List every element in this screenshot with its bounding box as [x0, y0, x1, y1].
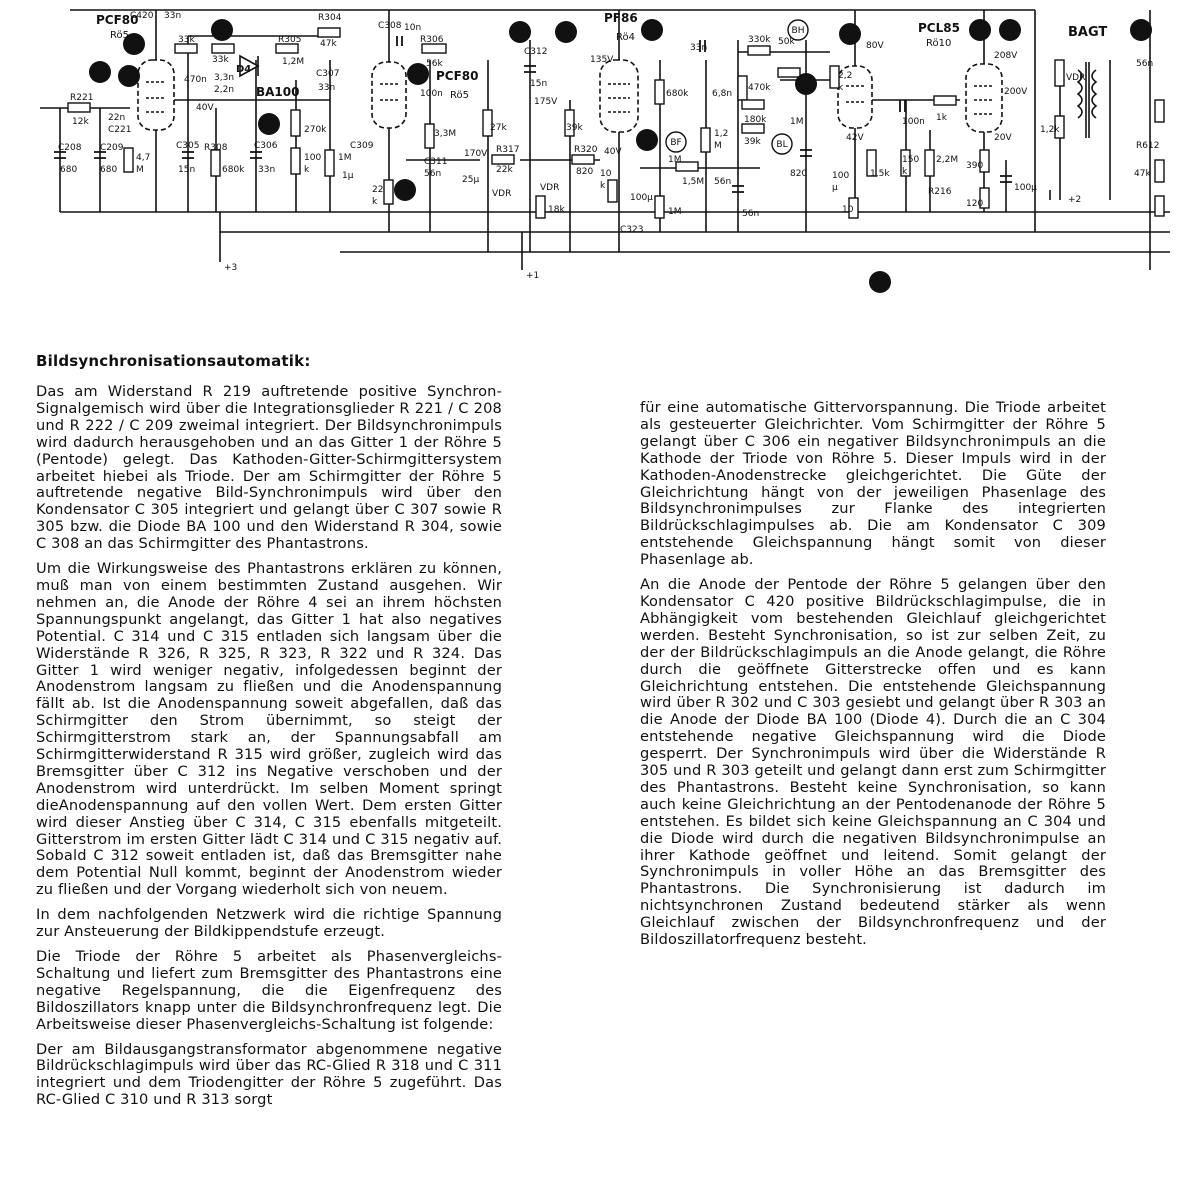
marker-25: 25 — [639, 134, 655, 147]
svg-text:39k: 39k — [566, 123, 583, 133]
svg-text:C323: C323 — [620, 225, 644, 235]
svg-text:C306: C306 — [254, 141, 278, 151]
svg-text:12k: 12k — [72, 117, 89, 127]
svg-text:15n: 15n — [178, 165, 196, 175]
svg-text:680: 680 — [100, 165, 118, 175]
svg-text:1,5k: 1,5k — [870, 169, 890, 179]
svg-text:C307: C307 — [316, 69, 340, 79]
svg-text:40V: 40V — [196, 103, 214, 113]
svg-text:1M: 1M — [668, 155, 682, 165]
svg-text:1,2: 1,2 — [714, 129, 729, 139]
marker-24: 24 — [644, 24, 660, 37]
svg-text:680: 680 — [60, 165, 78, 175]
svg-text:R612: R612 — [1136, 141, 1160, 151]
svg-text:56n: 56n — [424, 169, 442, 179]
text-column-left — [36, 384, 502, 1117]
svg-text:R216: R216 — [928, 187, 952, 197]
paragraph: An die Anode der Pentode der Röhre 5 gelangen über den Kondensator C 420 positive Bildrückschlagimpulse, die in Abhängigkeit vom bestehenden Gleichlauf gleichgerichtet werden. Besteht Synchronisation, so ist zur selben Zeit, zu der der Bildrückschlagimpuls an die Anode gelangt, die Röhre durch die geöffnete Gitterstrecke offen und es kann Gleichrichtung entstehen. Die entstehende Gleichspannung wird über R 302 und C 303 gesiebt und gelangt über R 303 an die Anode der Diode BA 100 (Diode 4). Durch die an C 304 entstehende negative Gleichspannung wird die Diode gesperrt. Der Synchronimpuls wird über die Widerstände R 305 und R 303 geteilt und gelangt dann erst zum Schirmgitter des Phantastrons. Besteht keine Synchronisation, so kann auch keine Gleichrichtung an der Pentodenanode der Röhre 5 entstehen. Es bildet sich keine Gleichspannung an C 304 und die Diode wird durch die negativen Bildsynchronimpulse an ihrer Kathode geöffnet und leitend. Somit gelangt der Synchronimpuls in voller Höhe an das Bremsgitter des Phantastrons. Die Synchronisierung ist dadurch im nichtsynchronen Zustand bedeutend stärker als wenn Gleichlauf zwischen der Bildsynchronfrequenz und der Bildoszillatorfrequenz besteht. — [640, 576, 1106, 949]
svg-text:22n: 22n — [108, 113, 126, 123]
tube-label-pcl85: PCL85 — [918, 21, 960, 35]
svg-text:C312: C312 — [524, 47, 548, 57]
svg-text:C309: C309 — [350, 141, 374, 151]
svg-text:22k: 22k — [496, 165, 513, 175]
marker-20: 20 — [512, 26, 528, 39]
svg-text:R308: R308 — [204, 143, 228, 153]
svg-text:C208: C208 — [58, 143, 82, 153]
svg-text:k: k — [600, 181, 606, 191]
marker-23: 23 — [558, 26, 574, 39]
svg-text:33n: 33n — [318, 83, 336, 93]
svg-text:C305: C305 — [176, 141, 200, 151]
marker-31: 31 — [1133, 24, 1149, 37]
terminal-plus2: +2 — [1068, 195, 1082, 205]
svg-text:208V: 208V — [994, 51, 1018, 61]
svg-text:33k: 33k — [178, 35, 195, 45]
tube-ref-ro4: Rö4 — [616, 32, 635, 43]
marker-bf: BF — [670, 138, 682, 148]
svg-text:18k: 18k — [548, 205, 565, 215]
svg-text:100n: 100n — [420, 89, 443, 99]
marker-30: 30 — [1002, 24, 1018, 37]
svg-text:100n: 100n — [902, 117, 925, 127]
svg-text:2,2: 2,2 — [838, 71, 853, 81]
tube-ref-ro5-a: Rö5 — [110, 30, 129, 41]
svg-text:180k: 180k — [744, 115, 767, 125]
svg-text:C209: C209 — [100, 143, 124, 153]
svg-text:56n: 56n — [714, 177, 732, 187]
svg-text:33k: 33k — [212, 55, 229, 65]
section-heading: Bildsynchronisationsautomatik: — [36, 352, 311, 370]
marker-bh: BH — [791, 26, 805, 36]
svg-text:1,5M: 1,5M — [682, 177, 705, 187]
paragraph: Das am Widerstand R 219 auftretende positive Synchron-Signalgemisch wird über die Integrationsglieder R 221 / C 208 und R 222 / C 209 zweimal integriert. Der Bildsynchronimpuls wird dadurch herausgehoben und an das Gitter 1 der Röhre 5 (Pentode) gelegt. Das Kathoden-Gitter-Schirmgittersystem arbeitet hiebei als Triode. Der am Schirmgitter der Röhre 5 auftretende negative Bild-Synchronimpuls wird über den Kondensator C 305 integriert und gelangt über C 307 sowie R 305 bzw. die Diode BA 100 und den Widerstand R 304, sowie C 308 an das Schirmgitter des Phantastrons. — [36, 383, 502, 553]
diode-label: BA100 — [256, 85, 300, 99]
svg-text:27k: 27k — [490, 123, 507, 133]
svg-text:VDR: VDR — [540, 183, 560, 193]
marker-bl: BL — [776, 140, 788, 150]
svg-text:1M: 1M — [790, 117, 804, 127]
tube-ref-ro10: Rö10 — [926, 38, 952, 49]
marker-16: 16 — [121, 70, 137, 83]
svg-text:33n: 33n — [258, 165, 276, 175]
svg-text:390: 390 — [966, 161, 984, 171]
tube-label-pcf80-a: PCF80 — [96, 13, 139, 27]
svg-text:200V: 200V — [1004, 87, 1028, 97]
svg-text:1M: 1M — [338, 153, 352, 163]
svg-text:M: M — [136, 165, 144, 175]
marker-27: 27 — [842, 28, 858, 41]
svg-text:100: 100 — [832, 171, 850, 181]
svg-text:1,2M: 1,2M — [282, 57, 305, 67]
paragraph: Der am Bildausgangstransformator abgenommene negative Bildrückschlagimpuls wird über das RC-Glied R 318 und C 311 integriert und dem Triodengitter der Röhre 5 zugeführt. Das RC-Glied C 310 und R 313 sorgt — [36, 1040, 502, 1109]
paragraph: Die Triode der Röhre 5 arbeitet als Phasenvergleichs-Schaltung und liefert zum Bremsgitter des Phantastrons eine negative Regelspannung, die die Eigenfrequenz des Bildoszillators knapp unter die Bildsynchronfrequenz legt. Die Arbeitsweise dieser Phasenvergleichs-Schaltung ist folgende: — [36, 948, 502, 1033]
svg-text:C308: C308 — [378, 21, 402, 31]
svg-text:R320: R320 — [574, 145, 598, 155]
svg-text:2,2n: 2,2n — [214, 85, 235, 95]
svg-text:VDR: VDR — [1066, 73, 1086, 83]
svg-text:C221: C221 — [108, 125, 132, 135]
svg-text:50k: 50k — [778, 37, 795, 47]
svg-text:100µ: 100µ — [630, 193, 653, 203]
svg-text:47k: 47k — [1134, 169, 1151, 179]
tube-label-pcf80-b: PCF80 — [436, 69, 479, 83]
svg-text:470n: 470n — [184, 75, 207, 85]
marker-28: 28 — [872, 276, 888, 289]
marker-19: 19 — [261, 118, 277, 131]
paragraph: Um die Wirkungsweise des Phantastrons erklären zu können, muß man von einem bestimmten Zustand ausgehen. Wir nehmen an, die Anode der Röhre 4 sei an ihrem höchsten Spannungspunkt angelangt, das Gitter 1 hat also negatives Potential. C 314 und C 315 entladen sich langsam über die Widerstände R 326, R 325, R 323, R 322 und R 324. Das Gitter 1 wird weniger negativ, infolgedessen beginnt der Anodenstrom langsam zu fließen und die Anodenspannung fällt ab. Ist die Anodenspannung soweit abgefallen, daß das Schirmgitter den Strom übernimmt, so steigt der Schirmgitterstrom stark an, der Spannungsabfall am Schirmgitterwiderstand R 315 wird größer, zugleich wird das Bremsgitter über C 312 ins Negative verschoben und der Anodenstrom wird unterdrückt. Im selben Moment springt dieAnodenspannung auf den vollen Wert. Dem ersten Gitter wird dieser Anstieg über C 314, C 315 ebenfalls mitgeteilt. Gitterstrom im ersten Gitter lädt C 314 und C 315 negativ auf. Sobald C 312 soweit entladen ist, daß das Bremsgitter nahe dem Potential Null kommt, beginnt der Anodenstrom wieder zu fließen und der Vorgang wiederholt sich von neuem. — [36, 560, 502, 899]
svg-text:150: 150 — [902, 155, 920, 165]
svg-text:1M: 1M — [668, 207, 682, 217]
terminal-plus1: +1 — [526, 271, 540, 281]
transformer-label: BAGT — [1068, 25, 1108, 40]
diode-ref: D4 — [236, 64, 252, 75]
tube-ref-ro5-b: Rö5 — [450, 90, 469, 101]
tube-label-pf86: PF86 — [604, 11, 638, 25]
svg-text:2,2M: 2,2M — [936, 155, 959, 165]
svg-text:135V: 135V — [590, 55, 614, 65]
svg-text:170V: 170V — [464, 149, 488, 159]
svg-text:k: k — [902, 167, 908, 177]
svg-text:80V: 80V — [866, 41, 884, 51]
svg-text:47k: 47k — [320, 39, 337, 49]
marker-21: 21 — [410, 68, 426, 81]
svg-text:1µ: 1µ — [342, 171, 354, 181]
svg-text:1k: 1k — [936, 113, 947, 123]
marker-22: 22 — [397, 184, 413, 197]
svg-text:R317: R317 — [496, 145, 520, 155]
svg-text:470k: 470k — [748, 83, 771, 93]
svg-text:15n: 15n — [530, 79, 548, 89]
terminal-plus3: +3 — [224, 263, 238, 273]
svg-text:680k: 680k — [666, 89, 689, 99]
svg-text:10n: 10n — [404, 23, 422, 33]
svg-text:k: k — [304, 165, 310, 175]
svg-text:VDR: VDR — [492, 189, 512, 199]
svg-text:820: 820 — [790, 169, 808, 179]
marker-26: 26 — [798, 78, 814, 91]
svg-text:R306: R306 — [420, 35, 444, 45]
svg-text:56n: 56n — [742, 209, 760, 219]
svg-text:R221: R221 — [70, 93, 94, 103]
svg-text:25µ: 25µ — [462, 175, 480, 185]
svg-text:33n: 33n — [690, 43, 708, 53]
svg-text:680k: 680k — [222, 165, 245, 175]
svg-text:M: M — [714, 141, 722, 151]
circuit-schematic — [0, 0, 1196, 300]
svg-text:10: 10 — [600, 169, 612, 179]
svg-text:120: 120 — [966, 199, 984, 209]
svg-text:10: 10 — [842, 205, 854, 215]
svg-text:3,3M: 3,3M — [434, 129, 457, 139]
svg-text:C420: C420 — [130, 11, 154, 21]
marker-18: 18 — [214, 24, 230, 37]
svg-text:µ: µ — [832, 183, 838, 193]
text-column-right — [640, 400, 1106, 957]
paragraph: In dem nachfolgenden Netzwerk wird die richtige Spannung zur Ansteuerung der Bildkippendstufe erzeugt. — [36, 906, 502, 941]
marker-17: 17 — [126, 38, 142, 51]
svg-text:270k: 270k — [304, 125, 327, 135]
svg-text:R304: R304 — [318, 13, 342, 23]
paragraph: für eine automatische Gittervorspannung. Die Triode arbeitet als gesteuerter Gleichrichter. Vom Schirmgitter der Röhre 5 gelangt über C 306 ein negativer Bildsynchronimpuls an die Kathode der Triode von Röhre 5. Dieser Impuls wird in der Kathoden-Anodenstrecke gleichgerichtet. Die Güte der Gleichrichtung hängt von der jeweiligen Phasenlage des Bildsynchronimpulses zur Flanke des integrierten Bildrückschlagimpulses ab. Die am Kondensator C 309 entstehende Gleichspannung hängt somit von dieser Phasenlage ab. — [640, 399, 1106, 569]
svg-text:6,8n: 6,8n — [712, 89, 733, 99]
svg-text:100: 100 — [304, 153, 322, 163]
svg-text:33n: 33n — [164, 11, 182, 21]
svg-text:1,2k: 1,2k — [1040, 125, 1060, 135]
svg-text:820: 820 — [576, 167, 594, 177]
svg-text:C311: C311 — [424, 157, 448, 167]
svg-text:330k: 330k — [748, 35, 771, 45]
svg-text:4,7: 4,7 — [136, 153, 151, 163]
svg-text:20V: 20V — [994, 133, 1012, 143]
svg-text:39k: 39k — [744, 137, 761, 147]
svg-text:56k: 56k — [426, 59, 443, 69]
svg-text:k: k — [372, 197, 378, 207]
marker-29: 29 — [972, 24, 988, 37]
marker-15: 15 — [92, 66, 108, 79]
svg-text:100µ: 100µ — [1014, 183, 1037, 193]
svg-text:22: 22 — [372, 185, 384, 195]
svg-text:R305: R305 — [278, 35, 302, 45]
svg-text:k: k — [838, 83, 844, 93]
svg-text:40V: 40V — [604, 147, 622, 157]
svg-text:175V: 175V — [534, 97, 558, 107]
svg-text:3,3n: 3,3n — [214, 73, 235, 83]
svg-text:56n: 56n — [1136, 59, 1154, 69]
svg-text:42V: 42V — [846, 133, 864, 143]
